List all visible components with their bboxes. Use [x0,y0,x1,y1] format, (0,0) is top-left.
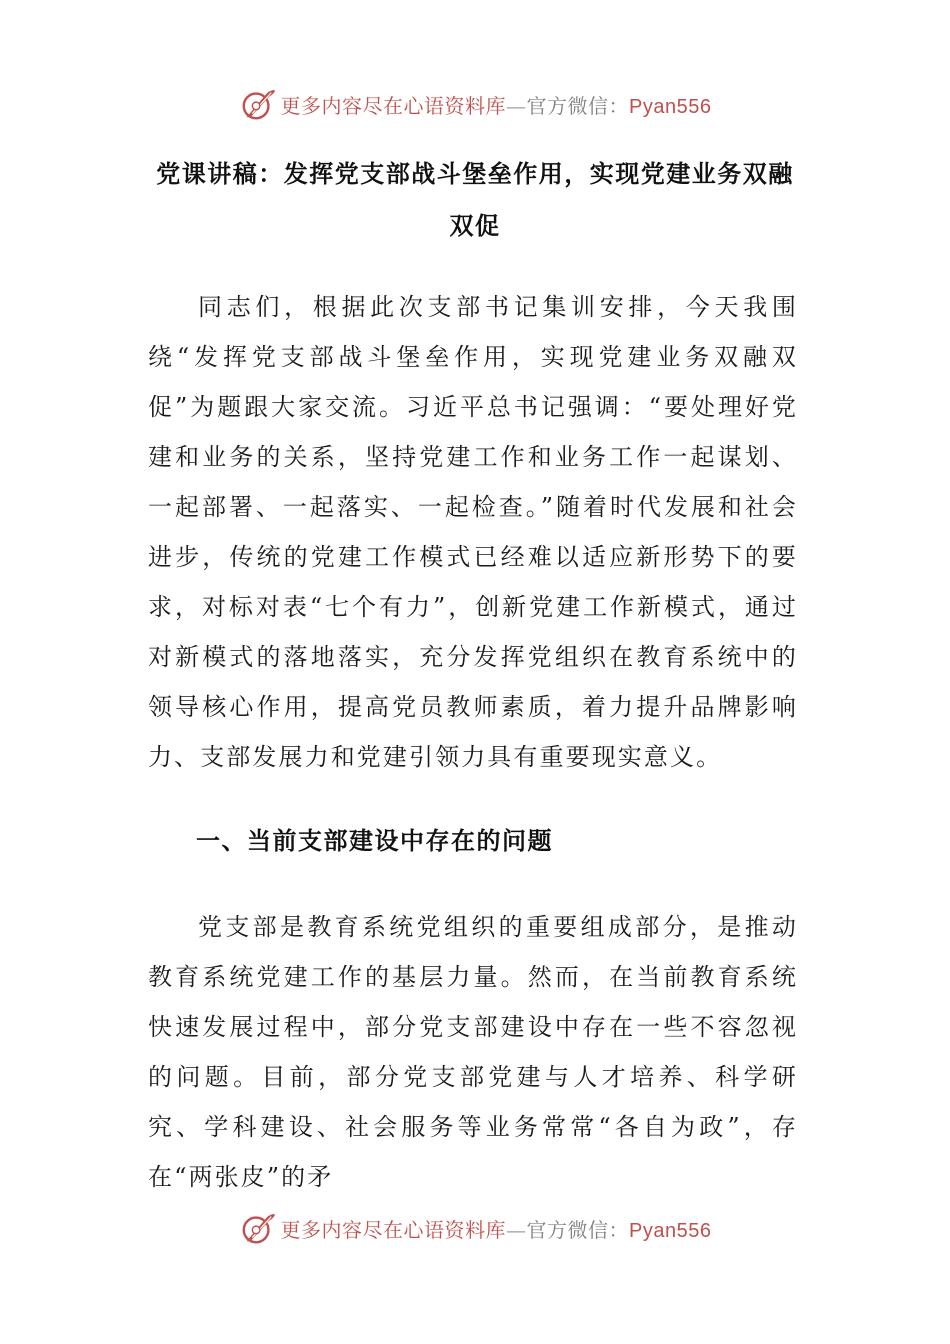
watermark-text [281,90,712,119]
section-paragraph: 党支部是教育系统党组织的重要组成部分，是推动教育系统党建工作的基层力量。然而，在当前教育系统快速发展过程中，部分党支部建设中存在一些不容忽视的问题。目前，部分党支部党建与人才培养、科学研究、学科建设、社会服务等业务常常“各自为政”，存在“两张皮”的矛 [148,913,798,1191]
intro-paragraph: 同志们，根据此次支部书记集训安排，今天我围绕“发挥党支部战斗堡垒作用，实现党建业务双融双促”为题跟大家交流。习近平总书记强调：“要处理好党建和业务的关系，坚持党建工作和业务工作一起谋划、一起部署、一起落实、一起检查。”随着时代发展和社会进步，传统的党建工作模式已经难以适应新形势下的要求，对标对表“七个有力”，创新党建工作新模式，通过对新模式的落地落实，充分发挥党组织在教育系统中的领导核心作用，提高党员教师素质，着力提升品牌影响力、支部发展力和党建引领力具有重要现实意义。 [148,293,798,771]
watermark-site: 更多内容尽在心语资料库 [280,1217,507,1242]
watermark-wechat-label: 官方微信： [526,93,630,118]
document-title: 党课讲稿：发挥党支部战斗堡垒作用，实现党建业务双融双促 [156,160,794,240]
footer-watermark [0,1206,950,1250]
watermark-text [281,1214,712,1243]
watermark-dash: — [506,1217,527,1242]
watermark-site: 更多内容尽在心语资料库 [280,93,507,118]
quill-pen-logo-icon [239,85,277,123]
watermark-wechat-label: 官方微信： [526,1217,630,1242]
watermark-dash: — [506,93,527,118]
header-watermark [0,82,950,126]
watermark-wechat-id: Pyan556 [629,95,712,118]
watermark-wechat-id: Pyan556 [629,1219,712,1242]
section-heading: 一、当前支部建设中存在的问题 [196,827,553,855]
quill-pen-logo-icon [239,1209,277,1247]
